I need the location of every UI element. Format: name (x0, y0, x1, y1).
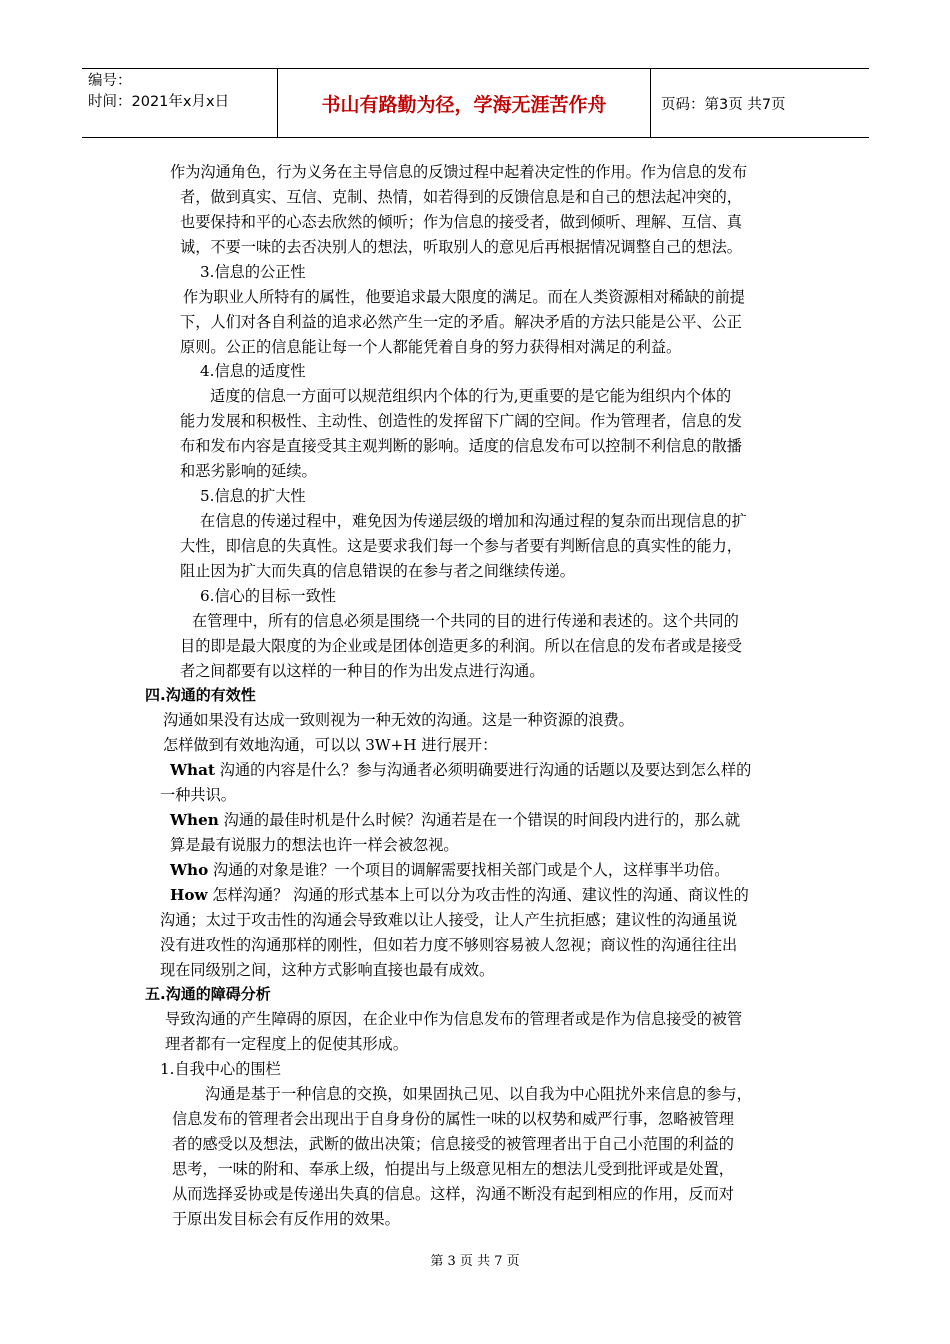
keyword-label: How (170, 886, 208, 904)
paragraph-line (163, 733, 497, 758)
paragraph-line (200, 359, 306, 384)
line-text: 沟通的最佳时机是什么时候？沟通若是在一个错误的时间段内进行的，那么就 (218, 811, 741, 829)
keyword-label: When (170, 811, 219, 829)
line-text: 怎样做到有效地沟通，可以以 3W+H 进行展开： (163, 736, 498, 754)
line-text: 作为沟通角色，行为义务在主导信息的反馈过程中起着决定性的作用。作为信息的发布 (170, 163, 748, 181)
paragraph-line (180, 659, 545, 684)
page-header (82, 68, 869, 138)
paragraph-line (163, 708, 634, 733)
line-text: 在管理中，所有的信息必须是围绕一个共同的目的进行传递和表述的。这个共同的 (192, 612, 739, 630)
paragraph-line (170, 833, 459, 858)
line-text: 怎样沟通？ 沟通的形式基本上可以分为攻击性的沟通、建议性的沟通、商议性的 (207, 886, 749, 904)
line-text: 四.沟通的有效性 (145, 686, 256, 704)
paragraph-line (180, 310, 742, 335)
paragraph-line (160, 908, 737, 933)
line-text: 于原出发目标会有反作用的效果。 (172, 1210, 400, 1228)
line-text: 布和发布内容是直接受其主观判断的影响。适度的信息发布可以控制不利信息的散播 (180, 437, 742, 455)
paragraph-line (180, 534, 742, 559)
line-text: 沟通是基于一种信息的交换，如果固执己见、以自我为中心阻扰外来信息的参与， (205, 1085, 752, 1103)
line-text: 者的感受以及想法，武断的做出决策；信息接受的被管理者出于自己小范围的利益的 (172, 1135, 734, 1153)
paragraph-line (172, 1107, 734, 1132)
paragraph-line (200, 260, 306, 285)
paragraph-line (200, 509, 747, 534)
line-text: 诚，不要一味的去否决别人的想法，听取别人的意见后再根据情况调整自己的想法。 (180, 238, 742, 256)
line-text: 从而选择妥协或是传递出失真的信息。这样，沟通不断没有起到相应的作用，反而对 (172, 1185, 734, 1203)
paragraph-line (160, 783, 236, 808)
line-text: 4.信息的适度性 (200, 362, 306, 380)
paragraph-line (180, 559, 575, 584)
line-text: 原则。公正的信息能让每一个人都能凭着自身的努力获得相对满足的利益。 (180, 338, 682, 356)
paragraph-line (180, 434, 742, 459)
line-text: 目的即是最大限度的为企业或是团体创造更多的利润。所以在信息的发布者或是接受 (180, 637, 742, 655)
paragraph-line (180, 634, 742, 659)
section-heading (145, 982, 271, 1007)
document-number-label: 编号： (88, 73, 132, 89)
paragraph-line (160, 933, 737, 958)
line-text: 阻止因为扩大而失真的信息错误的在参与者之间继续传递。 (180, 562, 575, 580)
paragraph-line (200, 484, 306, 509)
line-text: 大性，即信息的失真性。这是要求我们每一个参与者要有判断信息的真实性的能力， (180, 537, 742, 555)
page-footer: 第 3 页 共 7 页 (430, 1254, 520, 1269)
line-text: 理者都有一定程度上的促使其形成。 (165, 1035, 408, 1053)
line-text: 能力发展和积极性、主动性、创造性的发挥留下广阔的空间。作为管理者，信息的发 (180, 412, 742, 430)
header-motto: 书山有路勤为径，学海无涯苦作舟 (278, 69, 651, 137)
paragraph-line (210, 384, 731, 409)
paragraph-line (165, 1032, 408, 1057)
line-text: 6.信心的目标一致性 (200, 587, 336, 605)
paragraph-line (172, 1207, 400, 1232)
line-text: 沟通如果没有达成一致则视为一种无效的沟通。这是一种资源的浪费。 (163, 711, 634, 729)
line-text: 在信息的传递过程中，难免因为传递层级的增加和沟通过程的复杂而出现信息的扩 (200, 512, 747, 530)
section-heading (145, 683, 256, 708)
header-page-label: 页码：第3页 共7页 (661, 96, 786, 113)
paragraph-line (180, 335, 681, 360)
line-text: 沟通的对象是谁？一个项目的调解需要找相关部门或是个人，这样事半功倍。 (208, 861, 730, 879)
line-text: 也要保持和平的心态去欣然的倾听；作为信息的接受者，做到倾听、理解、互信、真 (180, 213, 742, 231)
paragraph-line (180, 185, 742, 210)
paragraph-line (170, 858, 729, 883)
line-text: 适度的信息一方面可以规范组织内个体的行为,更重要的是它能为组织内个体的 (210, 387, 732, 405)
paragraph-line (180, 459, 317, 484)
line-text: 下，人们对各自利益的追求必然产生一定的矛盾。解决矛盾的方法只能是公平、公正 (180, 313, 742, 331)
line-text: 沟通；太过于攻击性的沟通会导致难以让人接受，让人产生抗拒感；建议性的沟通虽说 (160, 911, 738, 929)
line-text: 思考，一味的附和、奉承上级，怕提出与上级意见相左的想法儿受到批评或是处置， (172, 1160, 734, 1178)
keyword-label: What (170, 761, 215, 779)
paragraph-line (172, 1157, 734, 1182)
line-text: 3.信息的公正性 (200, 263, 306, 281)
paragraph-line (170, 758, 751, 783)
line-text: 现在同级别之间，这种方式影响直接也最有成效。 (160, 961, 495, 979)
paragraph-line (160, 1057, 281, 1082)
line-text: 者，做到真实、互信、克制、热情，如若得到的反馈信息是和自己的想法起冲突的， (180, 188, 742, 206)
document-date-label: 时间：2021年x月x日 (88, 94, 230, 110)
paragraph-line (172, 1132, 734, 1157)
paragraph-line (183, 285, 745, 310)
line-text: 作为职业人所特有的属性，他要追求最大限度的满足。而在人类资源相对稀缺的前提 (183, 288, 745, 306)
paragraph-line (170, 883, 749, 908)
line-text: 沟通的内容是什么？参与沟通者必须明确要进行沟通的话题以及要达到怎么样的 (214, 761, 752, 779)
line-text: 算是最有说服力的想法也许一样会被忽视。 (170, 836, 459, 854)
paragraph-line (205, 1082, 752, 1107)
header-info-cell (82, 69, 278, 137)
paragraph-line (165, 1007, 742, 1032)
paragraph-line (160, 958, 494, 983)
paragraph-line (170, 160, 747, 185)
line-text: 导致沟通的产生障碍的原因，在企业中作为信息发布的管理者或是作为信息接受的被管 (165, 1010, 743, 1028)
paragraph-line (200, 584, 336, 609)
line-text: 1.自我中心的围栏 (160, 1060, 281, 1078)
line-text: 一种共识。 (160, 786, 236, 804)
paragraph-line (172, 1182, 734, 1207)
paragraph-line (180, 235, 742, 260)
paragraph-line (180, 210, 742, 235)
keyword-label: Who (170, 861, 209, 879)
line-text: 五.沟通的障碍分析 (145, 985, 271, 1003)
line-text: 信息发布的管理者会出现出于自身身份的属性一味的以权势和威严行事，忽略被管理 (172, 1110, 734, 1128)
paragraph-line (180, 409, 742, 434)
line-text: 没有进攻性的沟通那样的刚性，但如若力度不够则容易被人忽视；商议性的沟通往往出 (160, 936, 738, 954)
line-text: 者之间都要有以这样的一种目的作为出发点进行沟通。 (180, 662, 545, 680)
paragraph-line (192, 609, 739, 634)
paragraph-line (170, 808, 740, 833)
line-text: 5.信息的扩大性 (200, 487, 306, 505)
line-text: 和恶劣影响的延续。 (180, 462, 317, 480)
